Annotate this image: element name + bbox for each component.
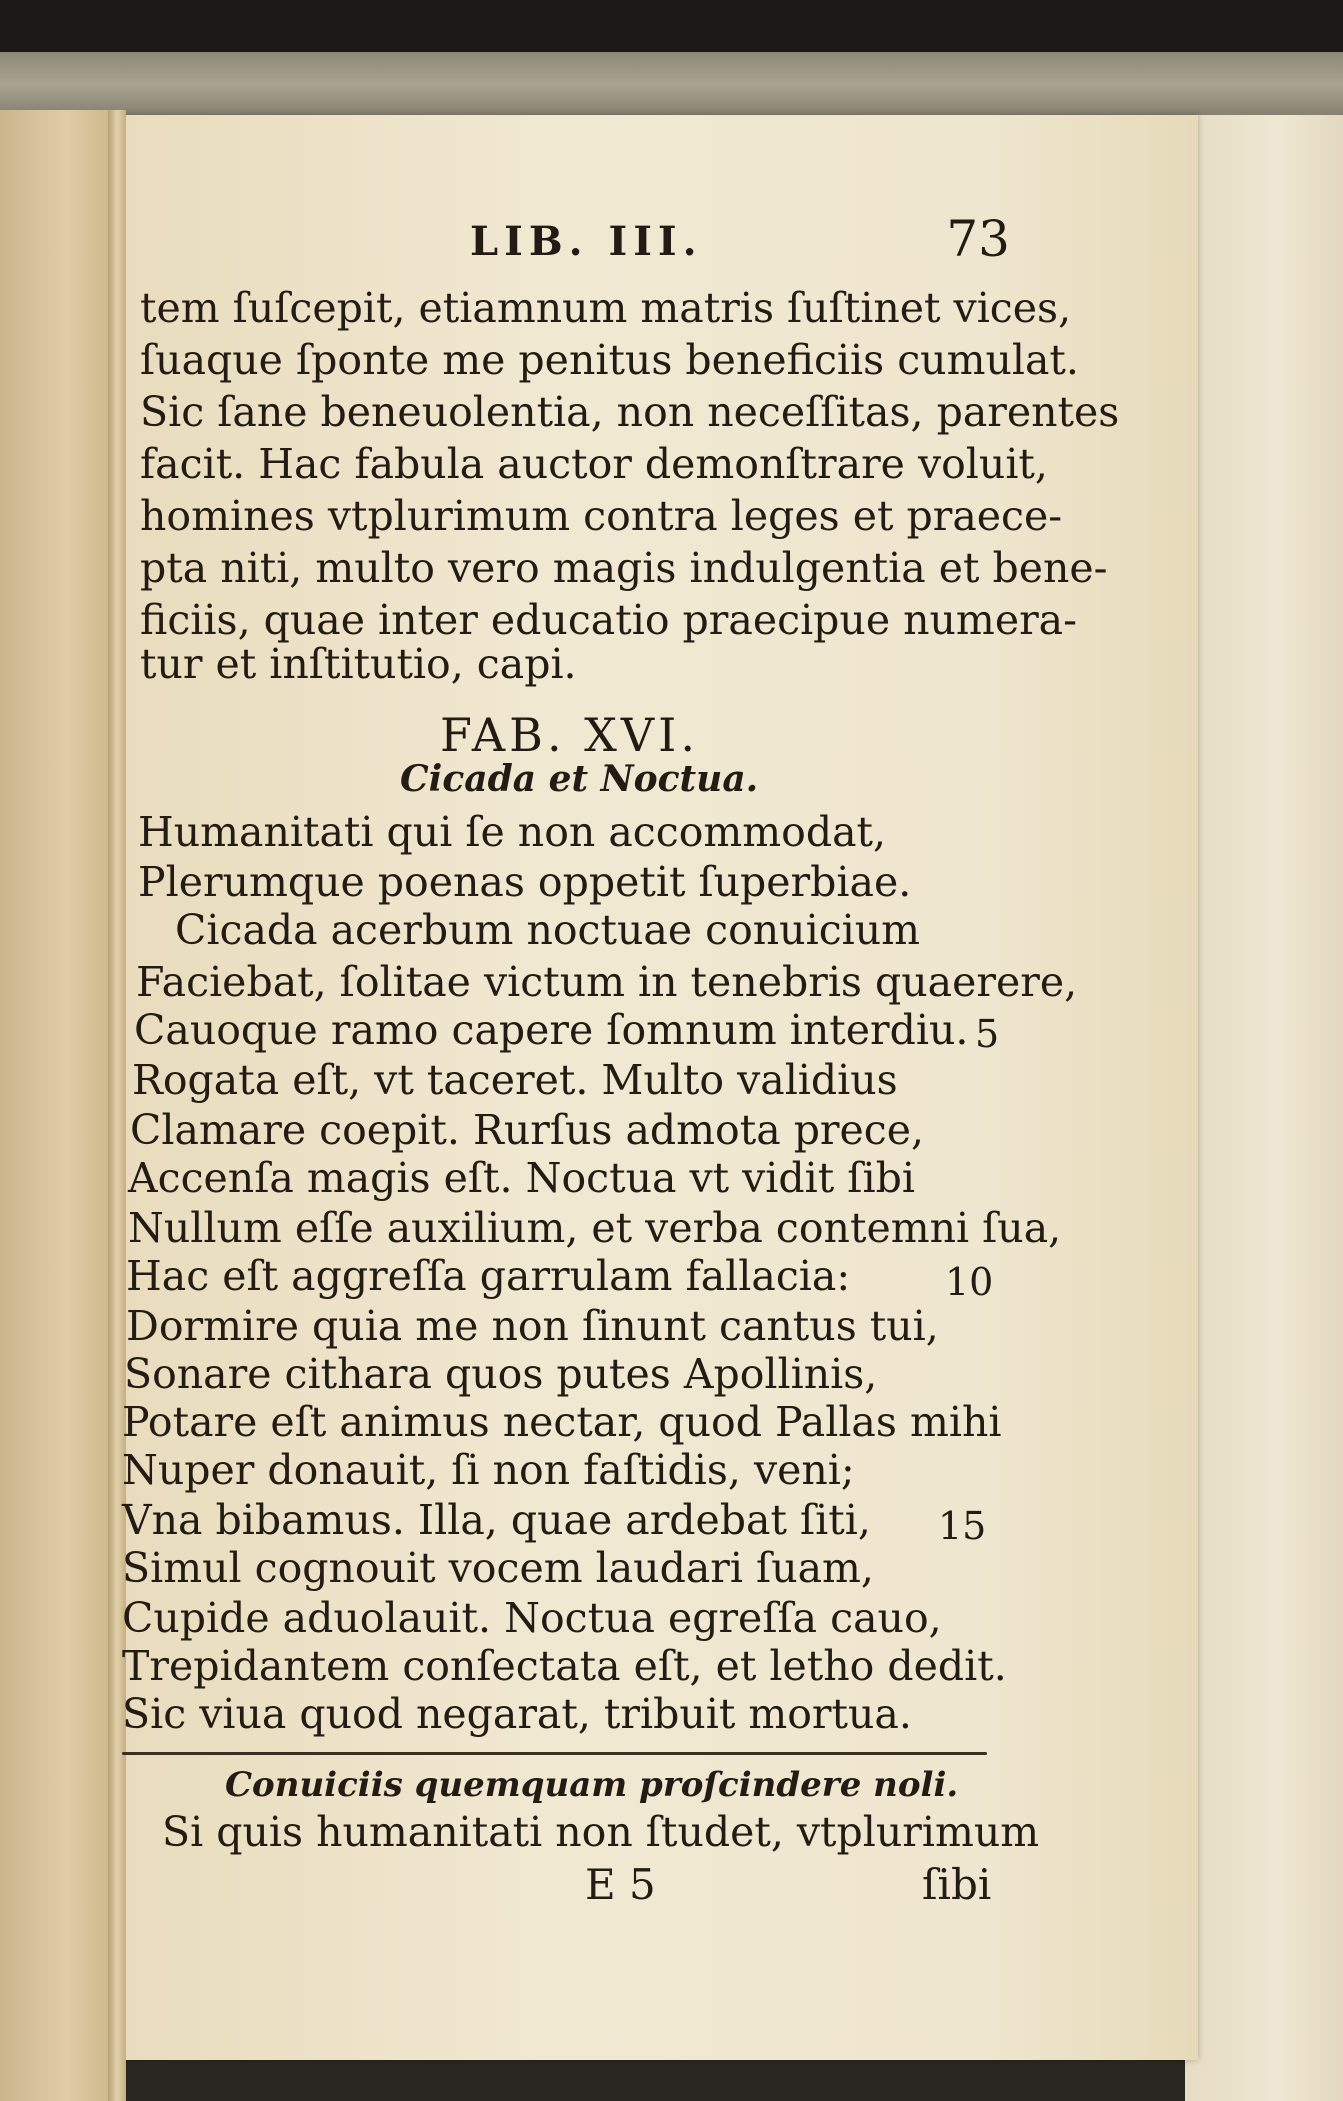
- fable-title: FAB. XVI.: [440, 708, 699, 762]
- running-title: LIB. III.: [470, 218, 703, 265]
- verse-line: Dormire quia me non ſinunt cantus tui,: [126, 1302, 939, 1350]
- prose-line: pta niti, multo vero magis indulgentia et bene-: [140, 544, 1108, 592]
- catchword: ſibi: [922, 1860, 992, 1909]
- line-number: 10: [945, 1260, 994, 1304]
- prose-line: ſuaque ſponte me penitus beneficiis cumulat.: [140, 336, 1079, 384]
- verse-line: Vna bibamus. Illa, quae ardebat ſiti,: [122, 1496, 871, 1544]
- signature-mark: E 5: [585, 1860, 656, 1909]
- prose-line: tem ſuſcepit, etiamnum matris ſuſtinet vices,: [140, 284, 1072, 332]
- prose-line: Sic ſane beneuolentia, non neceſſitas, parentes: [140, 388, 1120, 436]
- prose-line: facit. Hac fabula auctor demonſtrare voluit,: [140, 440, 1048, 488]
- closing-line: Si quis humanitati non ſtudet, vtplurimum: [162, 1808, 1040, 1856]
- verse-line: Cauoque ramo capere ſomnum interdiu.: [134, 1006, 969, 1054]
- verse-line: Sonare cithara quos putes Apollinis,: [124, 1350, 878, 1398]
- fable-moral: Conuiciis quemquam proſcindere noli.: [225, 1765, 959, 1805]
- page-header: [430, 210, 1010, 270]
- verse-line: Potare eſt animus nectar, quod Pallas mihi: [122, 1398, 1002, 1446]
- verse-line: Hac eſt aggreſſa garrulam fallacia:: [126, 1252, 851, 1300]
- horizontal-rule: [122, 1752, 987, 1755]
- verse-line: Sic viua quod negarat, tribuit mortua.: [122, 1690, 912, 1738]
- verse-line: Accenſa magis eſt. Noctua vt vidit ſibi: [128, 1154, 915, 1202]
- page-number: 73: [946, 210, 1010, 268]
- verse-line: Plerumque poenas oppetit ſuperbiae.: [138, 858, 912, 906]
- verse-line: Humanitati qui ſe non accommodat,: [138, 808, 887, 856]
- verse-line: Faciebat, ſolitae victum in tenebris quaerere,: [136, 958, 1078, 1006]
- verse-line: Cicada acerbum noctuae conuicium: [175, 906, 921, 954]
- verse-line: Trepidantem conſectata eſt, et letho dedit.: [122, 1642, 1007, 1690]
- verse-line: Simul cognouit vocem laudari ſuam,: [122, 1544, 874, 1592]
- line-number: 5: [975, 1012, 1000, 1056]
- verse-line: Rogata eſt, vt taceret. Multo validius: [132, 1056, 898, 1104]
- line-number: 15: [938, 1504, 987, 1548]
- verse-line: Clamare coepit. Rurſus admota prece,: [130, 1106, 925, 1154]
- prose-line: tur et inſtitutio, capi.: [140, 640, 577, 688]
- verse-line: Nullum eſſe auxilium, et verba contemni ſua,: [128, 1204, 1062, 1252]
- prose-line: ficiis, quae inter educatio praecipue numera-: [140, 596, 1077, 644]
- prose-line: homines vtplurimum contra leges et praece-: [140, 492, 1063, 540]
- fable-subtitle: Cicada et Noctua.: [400, 758, 759, 800]
- verse-line: Cupide aduolauit. Noctua egreſſa cauo,: [122, 1594, 942, 1642]
- verse-line: Nuper donauit, ſi non faſtidis, veni;: [122, 1446, 855, 1494]
